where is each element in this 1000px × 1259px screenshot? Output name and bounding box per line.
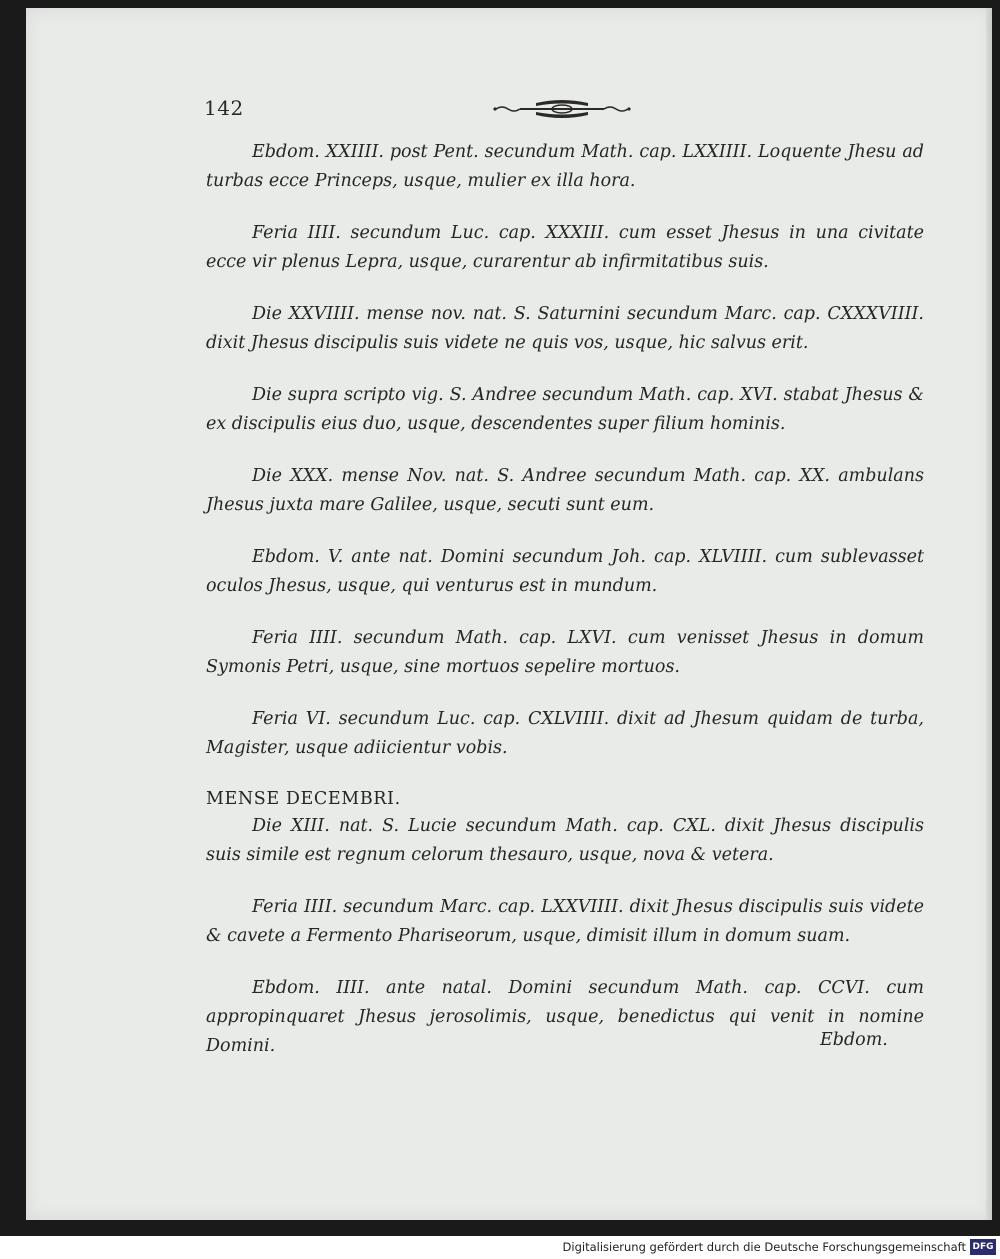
catchword: Ebdom. <box>820 1030 888 1050</box>
dfg-logo-icon: DFG <box>970 1239 996 1255</box>
entry-7: Feria IIII. secundum Math. cap. LXVI. cum venisset Jhesus in domum Symonis Petri, usque, sine mortuos sepelire mortuos. <box>206 628 924 677</box>
footer-bar <box>0 1236 1000 1259</box>
page-number: 142 <box>204 96 244 120</box>
december-entry-3: Ebdom. IIII. ante natal. Domini secundum Math. cap. CCVI. cum appropinquaret Jhesus jerosolimis, usque, benedictus qui venit in nomine Domini. <box>206 978 924 1056</box>
footer-credit: Digitalisierung gefördert durch die Deutsche Forschungsgemeinschaft <box>562 1240 966 1254</box>
text-body <box>206 138 924 1084</box>
entry-6: Ebdom. V. ante nat. Domini secundum Joh. cap. XLVIIII. cum sublevasset oculos Jhesus, usque, qui venturus est in mundum. <box>206 547 924 596</box>
ornament-icon <box>492 98 632 120</box>
section-heading: MENSE DECEMBRI. <box>206 789 401 809</box>
december-entry-1: Die XIII. nat. S. Lucie secundum Math. cap. CXL. dixit Jhesus discipulis suis simile est regnum celorum thesauro, usque, nova & vetera. <box>206 816 924 865</box>
december-entry-2: Feria IIII. secundum Marc. cap. LXXVIIII. dixit Jhesus discipulis suis videte & cavete a Fermento Phariseorum, usque, dimisit illum in domum suam. <box>206 897 924 946</box>
entry-4: Die supra scripto vig. S. Andree secundum Math. cap. XVI. stabat Jhesus & ex discipulis eius duo, usque, descendentes super filium hominis. <box>206 385 924 434</box>
entry-2: Feria IIII. secundum Luc. cap. XXXIII. cum esset Jhesus in una civitate ecce vir plenus Lepra, usque, curarentur ab infirmitatibus suis. <box>206 223 924 272</box>
page-edge <box>986 8 992 1220</box>
entry-8: Feria VI. secundum Luc. cap. CXLVIIII. dixit ad Jhesum quidam de turba, Magister, usque adiicientur vobis. <box>206 709 924 758</box>
entry-3: Die XXVIIII. mense nov. nat. S. Saturnini secundum Marc. cap. CXXXVIIII. dixit Jhesus discipulis suis videte ne quis vos, usque, hic salvus erit. <box>206 304 924 353</box>
entry-1: Ebdom. XXIIII. post Pent. secundum Math. cap. LXXIIII. Loquente Jhesu ad turbas ecce Princeps, usque, mulier ex illa hora. <box>206 142 924 191</box>
entry-5: Die XXX. mense Nov. nat. S. Andree secundum Math. cap. XX. ambulans Jhesus juxta mare Galilee, usque, secuti sunt eum. <box>206 466 924 515</box>
